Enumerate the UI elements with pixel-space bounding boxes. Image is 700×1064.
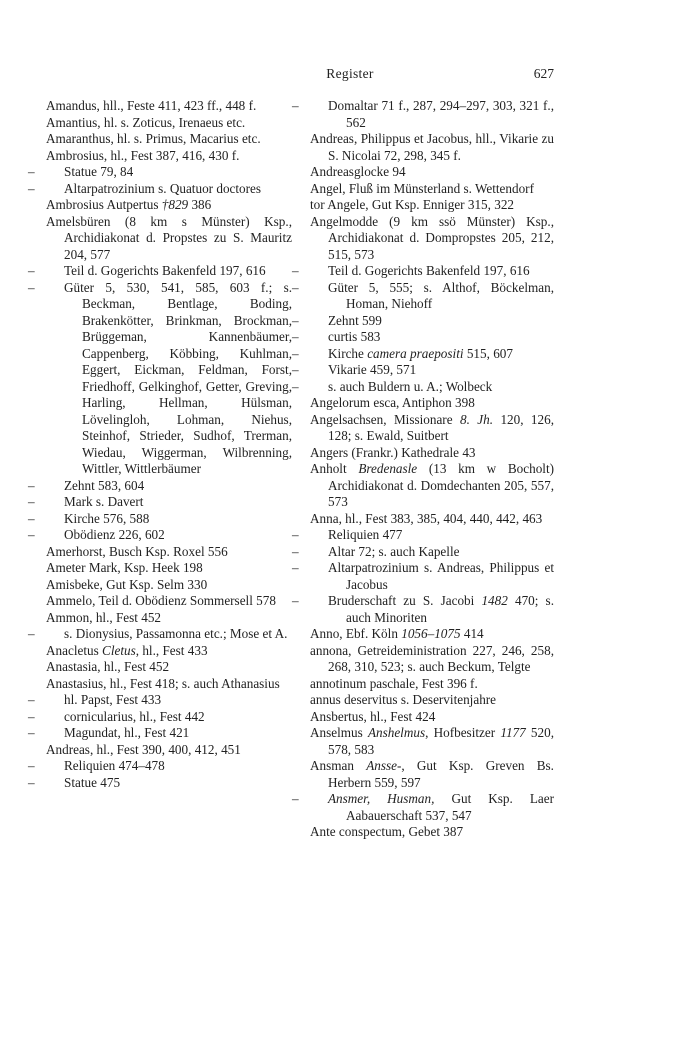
index-subentry: – Kirche camera praepositi 515, 607: [292, 345, 513, 361]
index-subentry: – Güter 5, 530, 541, 585, 603 f.; s. Beckman, Bentlage, Boding, Brakenkötter, Brinkman, Brockman, Brüggeman, Kannenbäumer, Cappenberg, Köbbing, Kuhlman, Eggert, Eickman, Feldman, Forst, Friedhoff, Gelkinghof, Getter, Greving, Harling, Hellman, Hülsman, Lövelingloh, Lohman, Niehus, Steinhof, Strieder, Sudhof, Trerman, Wiedau, Wiggerman, Wilbrenning, Wittler, Wittlerbäumer: [28, 279, 292, 476]
entry-text: Anastasius, hl., Fest 418; s. auch Athanasius: [46, 675, 280, 691]
entry-text: Amerhorst, Busch Ksp. Roxel 556: [46, 543, 228, 559]
entry-text: Amantius, hl. s. Zoticus, Irenaeus etc.: [46, 114, 246, 130]
index-subentry: – Altarpatrozinium s. Quatuor doctores: [28, 180, 262, 196]
entry-text: Angel, Fluß im Münsterland s. Wettendorf: [310, 180, 534, 196]
index-entry: [46, 131, 292, 148]
index-entry: [310, 461, 554, 511]
index-entry: [310, 511, 554, 528]
index-subentry: – cornicularius, hl., Fest 442: [28, 708, 205, 724]
entry-text: Ammelo, Teil d. Obödienz Sommersell 578: [46, 593, 276, 608]
entry-text: Anholt: [310, 461, 359, 476]
entry-text: hl. Papst, Fest 433: [64, 692, 162, 707]
entry-text: Altarpatrozinium s. Andreas, Philippus et Jacobus: [328, 560, 554, 592]
index-entry: [310, 412, 554, 445]
entry-text: Ante conspectum, Gebet 387: [310, 824, 464, 839]
entry-text: Ammon, hl., Fest 452: [46, 609, 162, 625]
page-number: 627: [533, 66, 554, 81]
italic-text: 1482: [481, 593, 508, 608]
index-column-right: [292, 98, 555, 841]
index-entry: [46, 98, 292, 115]
index-entry: [46, 148, 292, 165]
index-entry: [310, 676, 554, 693]
entry-text: Angelorum esca, Antiphon 398: [310, 395, 475, 410]
entry-text: Reliquien 477: [328, 527, 403, 542]
entry-text: Teil d. Gogerichts Bakenfeld 197, 616: [328, 263, 530, 278]
index-entry: [310, 758, 554, 791]
entry-text: Ameter Mark, Ksp. Heek 198: [46, 560, 203, 575]
index-entry: [46, 544, 292, 561]
entry-text: Ambrosius Autpertus: [46, 197, 162, 212]
index-entry: [46, 659, 292, 676]
index-subentry: – Ansmer, Husman, Gut Ksp. Laer Aabauerschaft 537, 547: [292, 791, 554, 823]
index-entry: [310, 164, 554, 181]
index-entry: [310, 214, 554, 264]
index-entry: [310, 709, 554, 726]
entry-text: Angelmodde (9 km ssö Münster) Ksp., Archidiakonat d. Dompropstes 205, 212, 515, 573: [310, 213, 554, 262]
entry-text: Reliquien 474–478: [64, 758, 165, 773]
index-subentry: – Kirche 576, 588: [28, 510, 150, 526]
italic-text: camera praepositi: [367, 345, 464, 361]
italic-text: 1177: [500, 725, 526, 740]
index-entry: [310, 824, 554, 841]
running-title: Register: [326, 66, 374, 81]
index-subentry: – Obödienz 226, 602: [28, 527, 165, 542]
index-subentry: – Teil d. Gogerichts Bakenfeld 197, 616: [28, 263, 266, 278]
index-subentry: – hl. Papst, Fest 433: [28, 692, 162, 707]
entry-text: Ansman: [310, 758, 367, 773]
entry-text: s. Dionysius, Passamonna etc.; Mose et A.: [64, 626, 288, 641]
entry-text: Güter 5, 555; s. Althof, Böckelman, Homan, Niehoff: [328, 279, 554, 311]
entry-text: Bruderschaft zu S. Jacobi: [328, 593, 482, 608]
entry-text: tor Angele, Gut Ksp. Enniger 315, 322: [310, 197, 515, 212]
entry-text: Anno, Ebf. Köln: [310, 626, 402, 641]
entry-text: 515, 607: [463, 345, 513, 361]
entry-text: Mark s. Davert: [64, 494, 144, 509]
entry-text: Amandus, hll., Feste 411, 423 ff., 448 f.: [46, 98, 257, 113]
index-entry: [46, 742, 292, 759]
entry-text: Zehnt 583, 604: [64, 477, 145, 493]
index-subentry: – Statue 79, 84: [28, 164, 134, 179]
entry-text: 470; s. auch Minoriten: [346, 593, 554, 625]
index-subentry: – Statue 475: [28, 774, 121, 790]
entry-text: Obödienz 226, 602: [64, 527, 165, 542]
entry-text: Statue 79, 84: [64, 164, 134, 179]
index-subentry: – Zehnt 583, 604: [28, 477, 145, 493]
entry-text: Ambrosius, hl., Fest 387, 416, 430 f.: [46, 147, 240, 163]
entry-text: Magundat, hl., Fest 421: [64, 725, 190, 740]
entry-text: Altarpatrozinium s. Quatuor doctores: [64, 180, 262, 196]
entry-text: , Gut Ksp. Greven Bs. Herbern 559, 597: [328, 758, 554, 790]
entry-text: cornicularius, hl., Fest 442: [64, 708, 205, 724]
entry-text: s. auch Buldern u. A.; Wolbeck: [328, 378, 493, 394]
entry-text: Ansbertus, hl., Fest 424: [310, 708, 436, 724]
index-subentry: – Reliquien 477: [292, 527, 403, 542]
index-subentry: – Magundat, hl., Fest 421: [28, 725, 190, 740]
entry-text: Kirche 576, 588: [64, 510, 150, 526]
index-entry: [310, 395, 554, 412]
entry-text: Gut Ksp. Laer Aabauerschaft 537, 547: [346, 791, 554, 823]
italic-text: 1056–1075: [401, 626, 461, 641]
index-subentry: – s. auch Buldern u. A.; Wolbeck: [292, 378, 493, 394]
index-entry: [310, 445, 554, 462]
index-entry: [310, 643, 554, 676]
entry-text: 120, 126, 128; s. Ewald, Suitbert: [328, 411, 555, 443]
entry-text: (13 km w Bocholt) Archidiakonat d. Domdechanten 205, 557, 573: [328, 461, 555, 509]
entry-text: annus deservitus s. Deservitenjahre: [310, 692, 497, 707]
index-subentry: – Güter 5, 555; s. Althof, Böckelman, Homan, Niehoff: [292, 279, 554, 311]
entry-text: 386: [188, 197, 212, 212]
entry-text: Amisbeke, Gut Ksp. Selm 330: [46, 576, 208, 592]
entry-text: annona, Getreideministration 227, 246, 258, 268, 310, 523; s. auch Beckum, Telgte: [310, 642, 554, 674]
index-subentry: – curtis 583: [292, 329, 381, 344]
page-header: [0, 66, 700, 86]
index-entry: [310, 692, 554, 709]
entry-text: Angers (Frankr.) Kathedrale 43: [310, 444, 476, 460]
index-entry: [46, 115, 292, 132]
entry-text: Teil d. Gogerichts Bakenfeld 197, 616: [64, 263, 266, 278]
index-subentry: – Mark s. Davert: [28, 494, 144, 509]
entry-text: curtis 583: [328, 329, 381, 344]
entry-text: , hl., Fest 433: [135, 642, 208, 658]
italic-text: Ansse-: [366, 758, 402, 773]
index-entry: [46, 197, 292, 214]
entry-text: Domaltar 71 f., 287, 294–297, 303, 321 f., 562: [328, 98, 554, 130]
entry-text: Altar 72; s. auch Kapelle: [328, 543, 460, 559]
index-entry: [310, 131, 554, 164]
index-subentry: – s. Dionysius, Passamonna etc.; Mose et A.: [28, 626, 288, 641]
index-subentry: – Reliquien 474–478: [28, 758, 165, 773]
entry-text: Anselmus: [310, 725, 368, 740]
index-subentry: – Teil d. Gogerichts Bakenfeld 197, 616: [292, 263, 530, 278]
entry-text: Andreas, Philippus et Jacobus, hll., Vikarie zu S. Nicolai 72, 298, 345 f.: [310, 131, 554, 163]
entry-text: Anna, hl., Fest 383, 385, 404, 440, 442, 463: [310, 510, 543, 526]
index-entry: [310, 626, 554, 643]
entry-text: Anastasia, hl., Fest 452: [46, 659, 170, 674]
entry-text: Amaranthus, hl. s. Primus, Macarius etc.: [46, 131, 261, 146]
index-column-left: [28, 98, 292, 791]
index-entry: [46, 610, 292, 627]
index-subentry: – Domaltar 71 f., 287, 294–297, 303, 321 f., 562: [292, 98, 554, 130]
italic-text: †829: [161, 197, 189, 212]
entry-text: annotinum paschale, Fest 396 f.: [310, 675, 478, 691]
italic-text: Cletus: [102, 642, 136, 658]
entry-text: 520, 578, 583: [328, 725, 555, 757]
entry-text: Güter 5, 530, 541, 585, 603 f.; s. Beckman, Bentlage, Boding, Brakenkötter, Brinkman, Brockman, Brüggeman, Kannenbäumer, Cappenberg, Köbbing, Kuhlman, Eggert, Eickman, Feldman, Forst, Friedhoff, Gelkinghof, Getter, Greving, Harling, Hellman, Hülsman, Lövelingloh, Lohman, Niehus, Steinhof, Strieder, Sudhof, Trerman, Wiedau, Wiggerman, Wilbrenning, Wittler, Wittlerbäumer: [64, 279, 292, 476]
entry-text: Angelsachsen, Missionare: [310, 411, 460, 427]
italic-text: Ansmer, Husman,: [328, 791, 435, 806]
italic-text: 8. Jh.: [459, 411, 494, 427]
index-subentry: – Vikarie 459, 571: [292, 362, 417, 377]
index-entry: [310, 181, 554, 198]
index-entry: [46, 643, 292, 660]
index-subentry: – Bruderschaft zu S. Jacobi 1482 470; s. auch Minoriten: [292, 593, 554, 625]
entry-text: Andreas, hl., Fest 390, 400, 412, 451: [46, 741, 241, 757]
entry-text: Zehnt 599: [328, 312, 382, 328]
italic-text: Anshelmus: [367, 725, 426, 740]
entry-text: Anacletus: [46, 642, 103, 658]
index-entry: [46, 577, 292, 594]
index-entry: [46, 560, 292, 577]
index-entry: [46, 593, 292, 610]
index-entry: [46, 676, 292, 693]
entry-text: Statue 475: [64, 774, 121, 790]
index-entry: [310, 197, 554, 214]
index-entry: [310, 725, 554, 758]
index-entry: [46, 214, 292, 264]
entry-text: Andreasglocke 94: [310, 164, 406, 179]
entry-text: 414: [460, 626, 484, 641]
entry-text: Kirche: [328, 345, 368, 361]
entry-text: Amelsbüren (8 km s Münster) Ksp., Archidiakonat d. Propstes zu S. Mauritz 204, 577: [46, 213, 292, 262]
index-subentry: – Altar 72; s. auch Kapelle: [292, 543, 460, 559]
index-subentry: – Zehnt 599: [292, 312, 382, 328]
entry-text: , Hofbesitzer: [425, 725, 501, 740]
index-subentry: – Altarpatrozinium s. Andreas, Philippus et Jacobus: [292, 560, 554, 592]
entry-text: Vikarie 459, 571: [328, 362, 417, 377]
italic-text: Bredenasle: [358, 461, 418, 476]
